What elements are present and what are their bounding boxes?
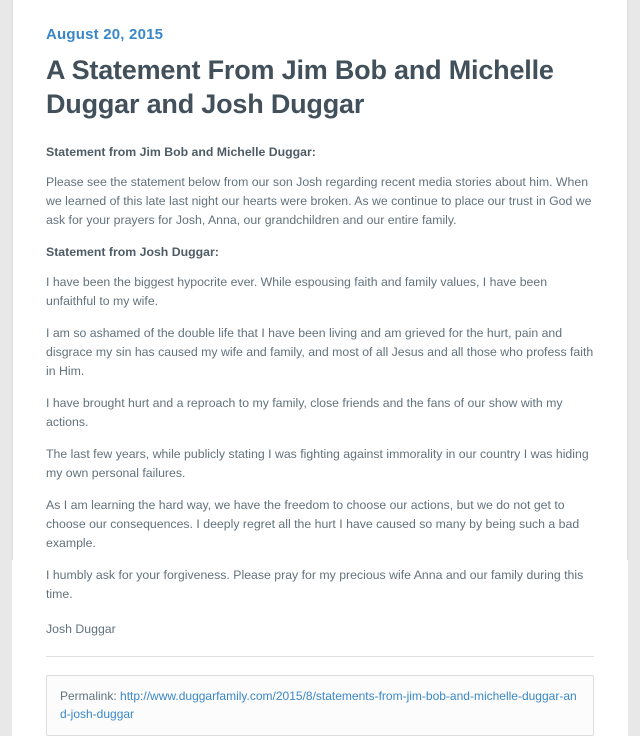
content-divider: [46, 656, 594, 657]
paragraph-josh-2: I am so ashamed of the double life that I have been living and am grieved for the hurt, pain and disgrace my sin has caused my wife and family, and most of all Jesus and all those who profess faith in Him.: [46, 326, 594, 378]
permalink-link[interactable]: http://www.duggarfamily.com/2015/8/statements-from-jim-bob-and-michelle-duggar-and-josh-duggar: [60, 689, 577, 721]
permalink-label: Permalink:: [60, 689, 117, 703]
paragraph-josh-3: I have brought hurt and a reproach to my family, close friends and the fans of our show with my actions.: [46, 396, 563, 429]
article-page: [12, 0, 628, 736]
paragraph-heading-josh: Statement from Josh Duggar:: [46, 245, 219, 259]
page-title: A Statement From Jim Bob and Michelle Duggar and Josh Duggar: [46, 55, 554, 119]
paragraph-josh-4: The last few years, while publicly stating I was fighting against immorality in our country I was hiding my own personal failures.: [46, 447, 589, 480]
signature: Josh Duggar: [46, 622, 116, 636]
permalink-box: [46, 675, 594, 736]
paragraph-josh-6: I humbly ask for your forgiveness. Please pray for my precious wife Anna and our family during this time.: [46, 568, 584, 601]
page-right-border: [627, 0, 628, 560]
post-date: August 20, 2015: [46, 26, 164, 43]
paragraph-heading-parents: Statement from Jim Bob and Michelle Duggar:: [46, 145, 316, 159]
paragraph-josh-1: I have been the biggest hypocrite ever. While espousing faith and family values, I have been unfaithful to my wife.: [46, 275, 548, 308]
paragraph-josh-5: As I am learning the hard way, we have the freedom to choose our actions, but we do not get to choose our consequences. I deeply regret all the hurt I have caused so many by being such a bad example.: [46, 498, 580, 550]
page-left-border: [12, 0, 13, 560]
paragraph-parents-statement: Please see the statement below from our son Josh regarding recent media stories about him. When we learned of this late last night our hearts were broken. As we continue to place our trust in God we ask for your prayers for Josh, Anna, our grandchildren and our entire family.: [46, 175, 592, 227]
post-body: [46, 143, 594, 604]
